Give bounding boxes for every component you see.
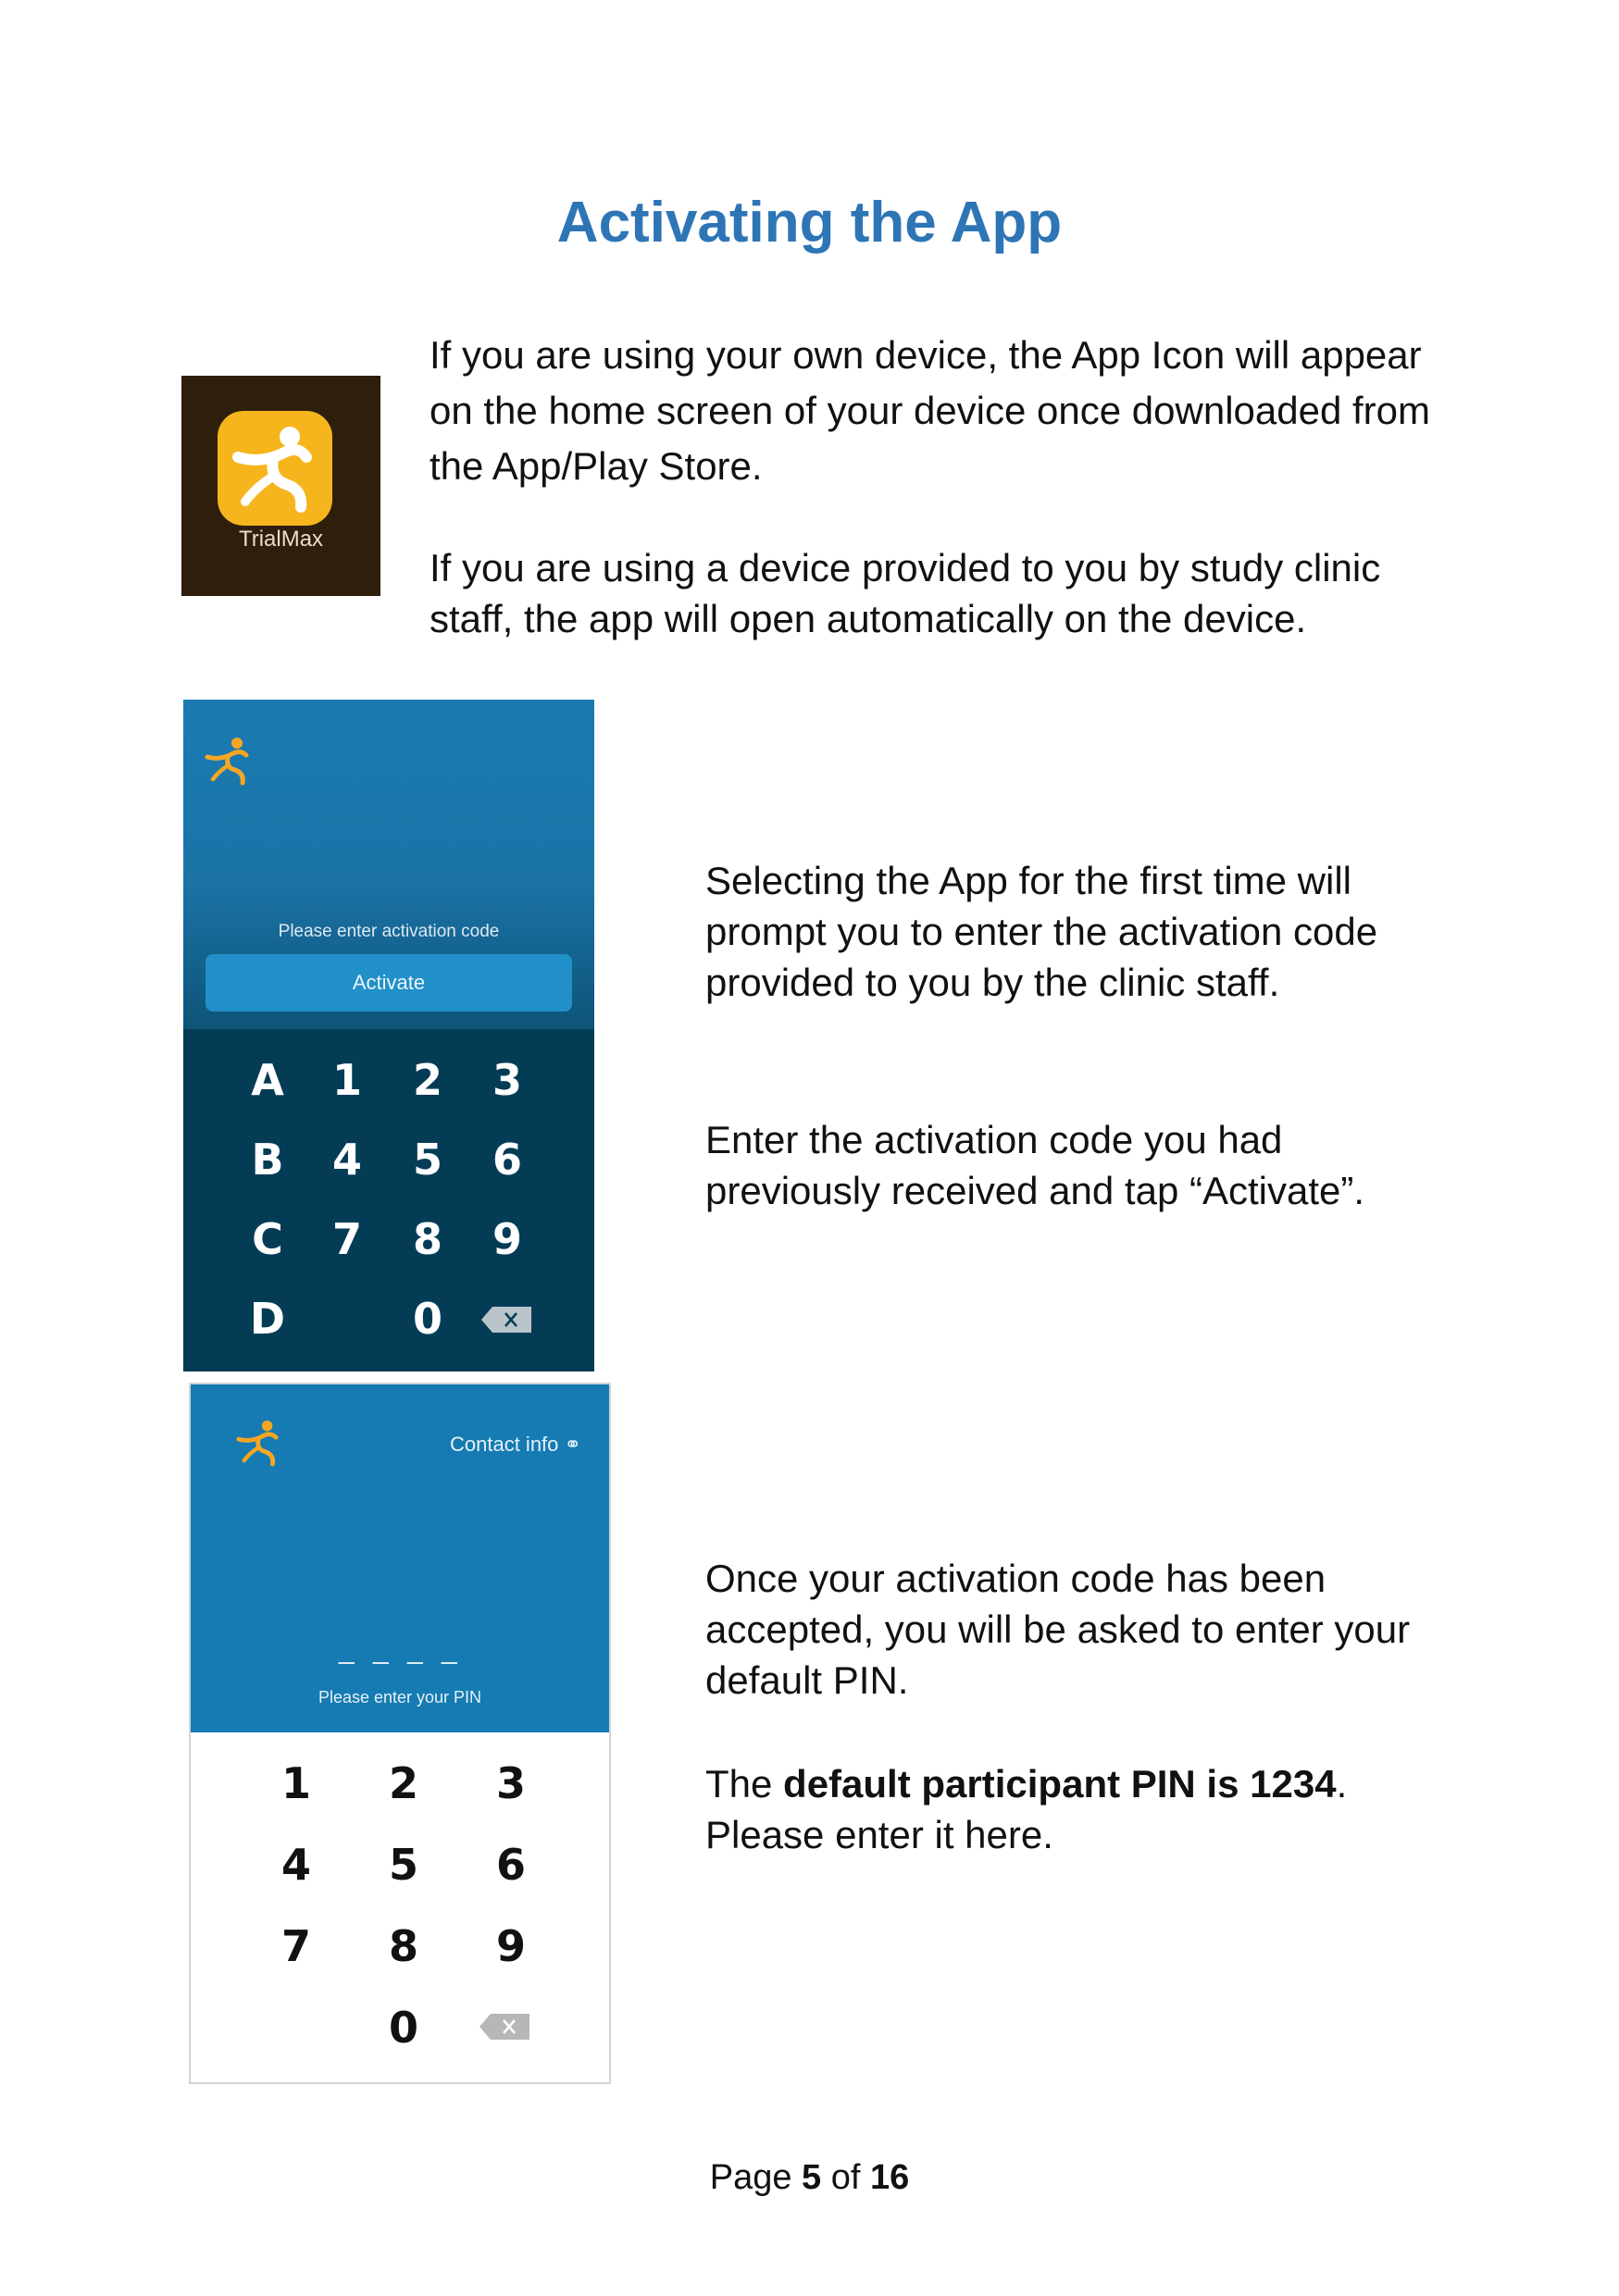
pin-screen	[189, 1383, 611, 2084]
pin-key-3[interactable]: 3	[495, 1758, 526, 1808]
key-6[interactable]: 6	[492, 1135, 522, 1185]
page-prefix: Page	[709, 2158, 803, 2197]
total-pages: 16	[869, 2158, 910, 2197]
key-9[interactable]: 9	[492, 1214, 522, 1264]
intro-line-4: If you are using a device provided to you by study clinic	[430, 546, 1381, 590]
backspace-icon[interactable]	[479, 1305, 533, 1334]
key-d[interactable]: D	[249, 1294, 286, 1344]
activation-screen	[183, 700, 594, 1371]
pin-key-8[interactable]: 8	[388, 1921, 418, 1971]
intro-line-3: the App/Play Store.	[430, 444, 763, 488]
key-5[interactable]: 5	[412, 1135, 442, 1185]
key-c[interactable]: C	[252, 1214, 283, 1264]
pin-key-7[interactable]: 7	[280, 1921, 311, 1971]
activation-text-line-5: previously received and tap “Activate”.	[705, 1169, 1365, 1212]
pin-key-9[interactable]: 9	[495, 1921, 526, 1971]
contact-info-link[interactable]	[450, 1433, 581, 1457]
key-8[interactable]: 8	[412, 1214, 442, 1264]
contact-info-label: Contact info	[450, 1433, 559, 1456]
activate-button[interactable]: Activate	[205, 954, 572, 1011]
activation-text-line-3: provided to you by the clinic staff.	[705, 961, 1280, 1004]
pin-key-1[interactable]: 1	[280, 1758, 311, 1808]
key-4[interactable]: 4	[331, 1135, 362, 1185]
app-icon-badge	[218, 411, 332, 526]
running-figure-icon	[218, 411, 332, 526]
intro-line-5: staff, the app will open automatically on the device.	[430, 597, 1307, 640]
page-of: of	[821, 2158, 870, 2197]
page-title: Activating the App	[556, 191, 1063, 254]
pin-entry-field: _ _ _ _	[339, 1634, 463, 1665]
trialmax-logo-icon	[235, 1418, 281, 1468]
pin-text-line-4	[705, 1756, 1347, 1812]
page-number	[0, 2158, 1619, 2198]
pin-text-line-2: accepted, you will be asked to enter your	[705, 1607, 1411, 1651]
pin-header	[191, 1384, 609, 1732]
key-b[interactable]: B	[251, 1135, 284, 1185]
trialmax-logo-icon	[204, 735, 252, 787]
app-icon-label: TrialMax	[238, 527, 324, 552]
intro-line-1: If you are using your own device, the App Icon will appear	[430, 333, 1422, 377]
activation-prompt: Please enter activation code	[278, 922, 500, 941]
current-page: 5	[802, 2158, 822, 2197]
pin-key-2[interactable]: 2	[388, 1758, 418, 1808]
headset-icon: ⚭	[564, 1433, 581, 1456]
activation-text-line-2: prompt you to enter the activation code	[705, 910, 1378, 953]
key-3[interactable]: 3	[492, 1055, 522, 1105]
key-0[interactable]: 0	[412, 1294, 442, 1344]
activation-text-line-1: Selecting the App for the first time will	[705, 859, 1351, 902]
default-pin-statement: default participant PIN is 1234	[783, 1762, 1337, 1806]
pin-key-4[interactable]: 4	[280, 1840, 311, 1890]
pin-text-line-1: Once your activation code has been	[705, 1557, 1326, 1600]
pin-key-6[interactable]: 6	[495, 1840, 526, 1890]
pin-text-line-5: Please enter it here.	[705, 1813, 1053, 1856]
key-1[interactable]: 1	[331, 1055, 362, 1105]
pin-key-5[interactable]: 5	[388, 1840, 418, 1890]
pin-key-0[interactable]: 0	[388, 2003, 418, 2053]
activation-header	[183, 700, 594, 1029]
pin-text-prefix: The	[705, 1762, 784, 1806]
intro-line-2: on the home screen of your device once downloaded from	[430, 389, 1430, 432]
activation-text-line-4: Enter the activation code you had	[705, 1118, 1283, 1161]
pin-prompt: Please enter your PIN	[318, 1688, 482, 1706]
pin-text-line-3: default PIN.	[705, 1658, 909, 1702]
trialmax-app-icon[interactable]	[181, 376, 380, 596]
key-a[interactable]: A	[251, 1055, 284, 1105]
key-2[interactable]: 2	[412, 1055, 442, 1105]
key-7[interactable]: 7	[331, 1214, 362, 1264]
backspace-icon[interactable]	[478, 2012, 531, 2042]
pin-text-suffix: .	[1336, 1762, 1348, 1806]
